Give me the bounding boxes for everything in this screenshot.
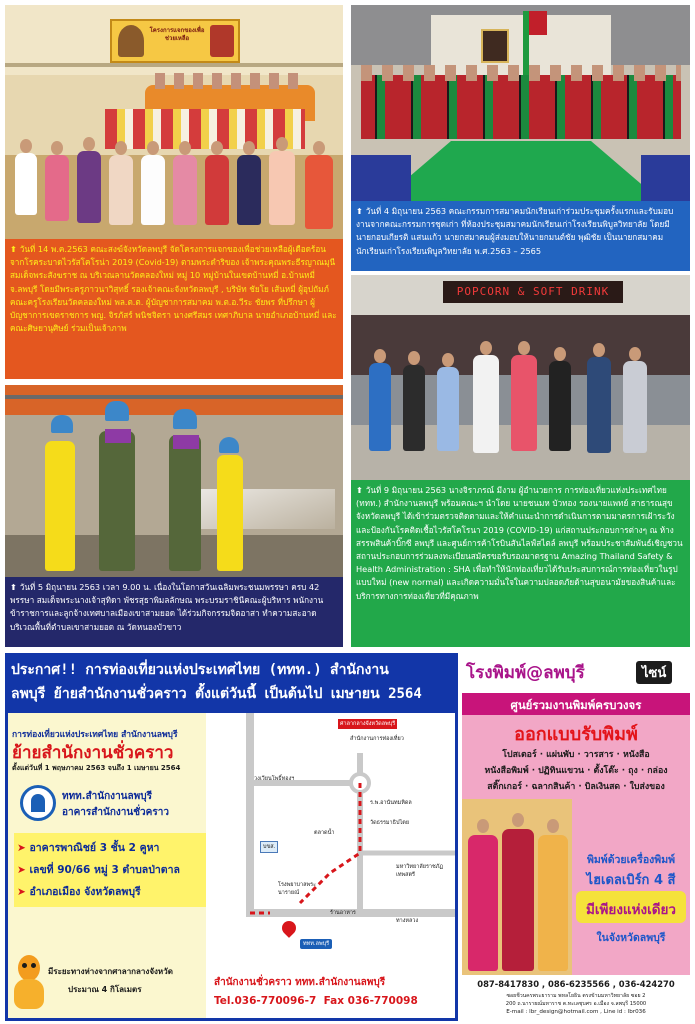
map-label-roundabout: วงเวียนโพธิ์ทองฯ — [254, 776, 295, 782]
map-label-tourism: สำนักงานการท่องเที่ยว — [350, 736, 404, 742]
ad-footer — [462, 975, 690, 1021]
service-line: โปสเตอร์ · แผ่นพับ · วารสาร · หนังสือ — [502, 750, 650, 760]
only-one-text: มีเพียงแห่งเดียว — [586, 902, 676, 918]
map-label-city-hall: ศาลากลางจังหวัดลพบุรี — [340, 721, 396, 727]
design-text: ออกแบบรับพิมพ์ — [514, 724, 638, 745]
photo-monk-donation — [5, 5, 343, 239]
announcement-line-1: ประกาศ!! การท่องเที่ยวแห่งประเทศไทย (ททท.) สำนักงาน — [11, 662, 389, 678]
caption-alumni-meeting — [351, 201, 690, 271]
machine-line-2: ไฮเดลเบิร์ก 4 สี — [586, 873, 676, 888]
up-arrow-icon: ⬆ — [10, 582, 20, 592]
service-line: หนังสือพิมพ์ · ปฏิทินแขวน · ตั้งโต๊ะ · ถุง · กล่อง — [484, 766, 668, 776]
up-arrow-icon: ⬆ — [10, 244, 20, 254]
caption-monk-donation — [5, 239, 343, 379]
map-footer-title: สำนักงานชั่วคราว ททท.สำนักงานลพบุรี — [214, 977, 386, 988]
up-arrow-icon: ⬆ — [356, 206, 366, 216]
ad-address-2: 200 ถ.นารายณ์มหาราช ต.ทะเลชุบศร อ.เมือง จ.ลพบุรี 15000 — [505, 1001, 647, 1007]
up-arrow-icon: ⬆ — [356, 485, 366, 495]
ad-address: ซอยชีวนครพระยาราม พหลโยธิน ตรงข้ามมหาวิทยาลัย ซอย 2 — [506, 993, 646, 999]
map-label-temple: วัดธรรมาธิปไตย — [370, 820, 410, 826]
province-text: ในจังหวัดลพบุรี — [596, 932, 666, 944]
bullet-district: อำเภอเมือง จังหวัดลพบุรี — [29, 886, 141, 898]
fax-number: Fax 036-770098 — [323, 995, 418, 1007]
bullet-icon: ➤ — [17, 864, 30, 876]
center-banner — [462, 693, 690, 715]
banner-text: โครงการแจกของเพื่อช่วยเหลือ — [149, 27, 205, 42]
map-label-hospital: ร.พ.อานันทมหิดล — [370, 800, 412, 806]
tat-logo-icon — [20, 785, 56, 821]
event-banner — [110, 19, 240, 63]
cinema-sign — [443, 281, 623, 303]
print-shop-ad — [462, 653, 690, 1021]
caption-3-text: วันที่ 9 มิถุนายน 2563 นางจิราภรณ์ มีงาม ผู้อำนวยการ การท่องเที่ยวแห่งประเทศไทย (ททท.) สำนักงานลพบุรี พร้อมคณะฯ นำโดย นายชนมห บัวทอง รองนายแพทย์ สาธารณสุขจังหวัดลพบุรี ได้เข้าร่วมตรวจติดตามและให้คำแนะนำการดำเนินการตามมาตรการเฝ้าระวังและป้องกันโรคติดเชื้อไวรัสโคโรนา 2019 (COVID-19) แก่สถานประกอบการต่างๆ ณ ห้างสรรพสินค้าบิ๊กซี ลพบุรี และศูนย์การค้าโรบินสันไลฟ์สไตล์ ลพบุรี พร้อมประชาสัมพันธ์เชิญชวนสถานประกอบการร่วมลงทะเบียนสมัครขอรับรองมาตรฐาน Amazing Thailand Safety & Health Administration : SHA เพื่อทำให้นักท่องเที่ยวได้รับประสบการณ์การท่องเที่ยวในรูปแบบใหม่ (new normal) และเกิดความมั่นใจในความปลอดภัยด้านสุขอนามัยของสินค้าและบริการทางการท่องเที่ยวที่มีคุณภาพ — [356, 485, 683, 601]
caption-1-text: วันที่ 14 พ.ค.2563 คณะสงฆ์จังหวัดลพบุรี จัดโครงการแจกของเพื่อช่วยเหลือผู้เดือดร้อนจากโรคระบาดไวรัสโคโรน่า 2019 (Covid-19) ตามพระดำริของ เจ้าพระคุณพระธีรญาณมุนี สมเด็จพระสังฆราช ณ บริเวณลานวัดคลองใหม่ หมู่ 10 หมู่บ้านในเขตบ้านหมี่ อ.บ้านหมี่ จ.ลพบุรี โดยมีพระครูภาวนาวิสุทธิ์ รองเจ้าคณะจังหวัดลพบุรี , บริษัท ชัยโย เส้นหมี่ ผู้อุปถัมภ์ คณะครูโรงเรียนวัดคลองใหม่ พล.ต.ต. ผู้บัญชาการสมาคม พ.ต.อ.วีระ ชัยพร ที่ปรึกษา ผู้บัญชาการเขตราชการ พญ. จิรภัสร์ พนิชจิตรา นางศรีสมร เทศาภิบาล นายอำเภอบ้านหมี่ และคณะศิษยานุศิษย์ ร่วมเป็นเจ้าภาพ — [10, 244, 337, 334]
only-one-badge — [576, 891, 686, 923]
distance-line-2: ประมาณ 4 กิโลเมตร — [68, 985, 142, 994]
ad-email: E-mail : lbr_design@hotmail.com , Line id : lbr036 — [506, 1009, 646, 1015]
map-label-tat: ททท.ลพบุรี — [300, 939, 332, 949]
bullet-building: อาคารพาณิชย์ 3 ชั้น 2 คูหา — [29, 842, 160, 854]
brand-header — [462, 653, 690, 693]
bullet-icon: ➤ — [17, 886, 30, 898]
map-label-university: มหาวิทยาลัยราชภัฏเทพสตรี — [396, 864, 444, 878]
relocation-bullets — [14, 833, 206, 907]
service-line: สติ๊กเกอร์ · ฉลากสินค้า · บิลเงินสด · ใบส่งของ — [487, 782, 665, 792]
caption-volunteer-cleaning — [5, 577, 343, 647]
photo-alumni-meeting — [351, 5, 690, 201]
phone-number: Tel.036-770096-7 — [214, 995, 317, 1007]
map-roads — [210, 713, 455, 973]
map-label-restaurant: ร้านอาหาร — [330, 910, 356, 916]
service-list — [466, 747, 686, 795]
photo-cinema-inspection — [351, 275, 690, 480]
brand-tag: ไซน์ — [636, 661, 672, 684]
cinema-sign-text: POPCORN & SOFT DRINK — [456, 285, 610, 298]
bullet-icon: ➤ — [17, 842, 30, 854]
photo-volunteer-cleaning — [5, 385, 343, 577]
brand-name: โรงพิมพ์@ลพบุรี — [466, 663, 585, 683]
map-label-highway: ทางหลวง — [396, 918, 419, 924]
caption-cinema-inspection — [351, 480, 690, 647]
announcement-panel — [5, 653, 458, 1021]
caption-4-text: วันที่ 5 มิถุนายน 2563 เวลา 9.00 น. เนื่องในโอกาสวันเฉลิมพระชนมพรรษา ครบ 42 พรรษา สมเด็จพระนางเจ้าสุทิดา พัชรสุธาพิมลลักษณ พระบรมราชินีคณะผู้บริหาร พนักงานข้าราชการและลูกจ้างเทศบาลเมืองเขาสามยอด ได้ร่วมกิจกรรมจิตอาสา ทำความสะอาด บริเวณพื้นที่ตำบลเขาสามยอด ณ วัดหนองบัวขาว — [10, 582, 324, 632]
mascot-icon — [12, 951, 46, 1013]
relocation-poster — [8, 713, 455, 1018]
machine-line-1: พิมพ์ด้วยเครื่องพิมพ์ — [586, 854, 676, 866]
print-center-text: ศูนย์รวมงานพิมพ์ครบวงจร — [510, 698, 642, 712]
relocation-dates: ตั้งแต่วันที่ 1 พฤษภาคม 2563 จนถึง 1 เมษายน 2564 — [12, 764, 181, 772]
caption-2-text: วันที่ 4 มิถุนายน 2563 คณะกรรมการสมาคมนักเรียนเก่าร่วมประชุมครั้งแรกและรับมอบงานจากคณะกรรมการชุดเก่า ที่ห้องประชุมสมาคมนักเรียนเก่าโรงเรียนพิบูลวิทยาลัย โดยมีนายกอบเกียรติ แสนแก้ว นายกสมาคมผู้ส่งมอบให้นายกมนต์ชัย พุฒิชัย เป็นนายกสมาคมนักเรียนเก่าโรงเรียนพิบูลวิทยาลัย พ.ศ.2563 – 2565 — [356, 206, 674, 256]
ad-model-photo — [462, 799, 572, 975]
ad-phones: 087-8417830 , 086-6235566 , 036-424270 — [477, 979, 675, 989]
distance-line-1: มีระยะทางห่างจากศาลากลางจังหวัด — [48, 967, 173, 976]
contact-numbers — [214, 995, 454, 1007]
map-label-narai-hospital: โรงพยาบาลพระนารายณ์ — [278, 882, 317, 896]
map-label-bus-terminal: บขส. — [260, 841, 278, 853]
relocation-org: การท่องเที่ยวแห่งประเทศไทย สำนักงานลพบุรี — [12, 730, 178, 740]
location-map — [210, 713, 455, 973]
map-label-market: ตลาดน้ำ — [314, 830, 335, 836]
office-title: ททท.สำนักงานลพบุรี — [62, 791, 152, 802]
bullet-address: เลขที่ 90/66 หมู่ 3 ตำบลป่าตาล — [29, 864, 180, 876]
announcement-line-2: ลพบุรี ย้ายสำนักงานชั่วคราว ตั้งแต่วันนี้ เป็นต้นไป เมษายน 2564 — [11, 686, 422, 702]
office-sub: อาคารสำนักงานชั่วคราว — [62, 807, 169, 818]
relocation-headline: ย้ายสำนักงานชั่วคราว — [12, 743, 174, 763]
